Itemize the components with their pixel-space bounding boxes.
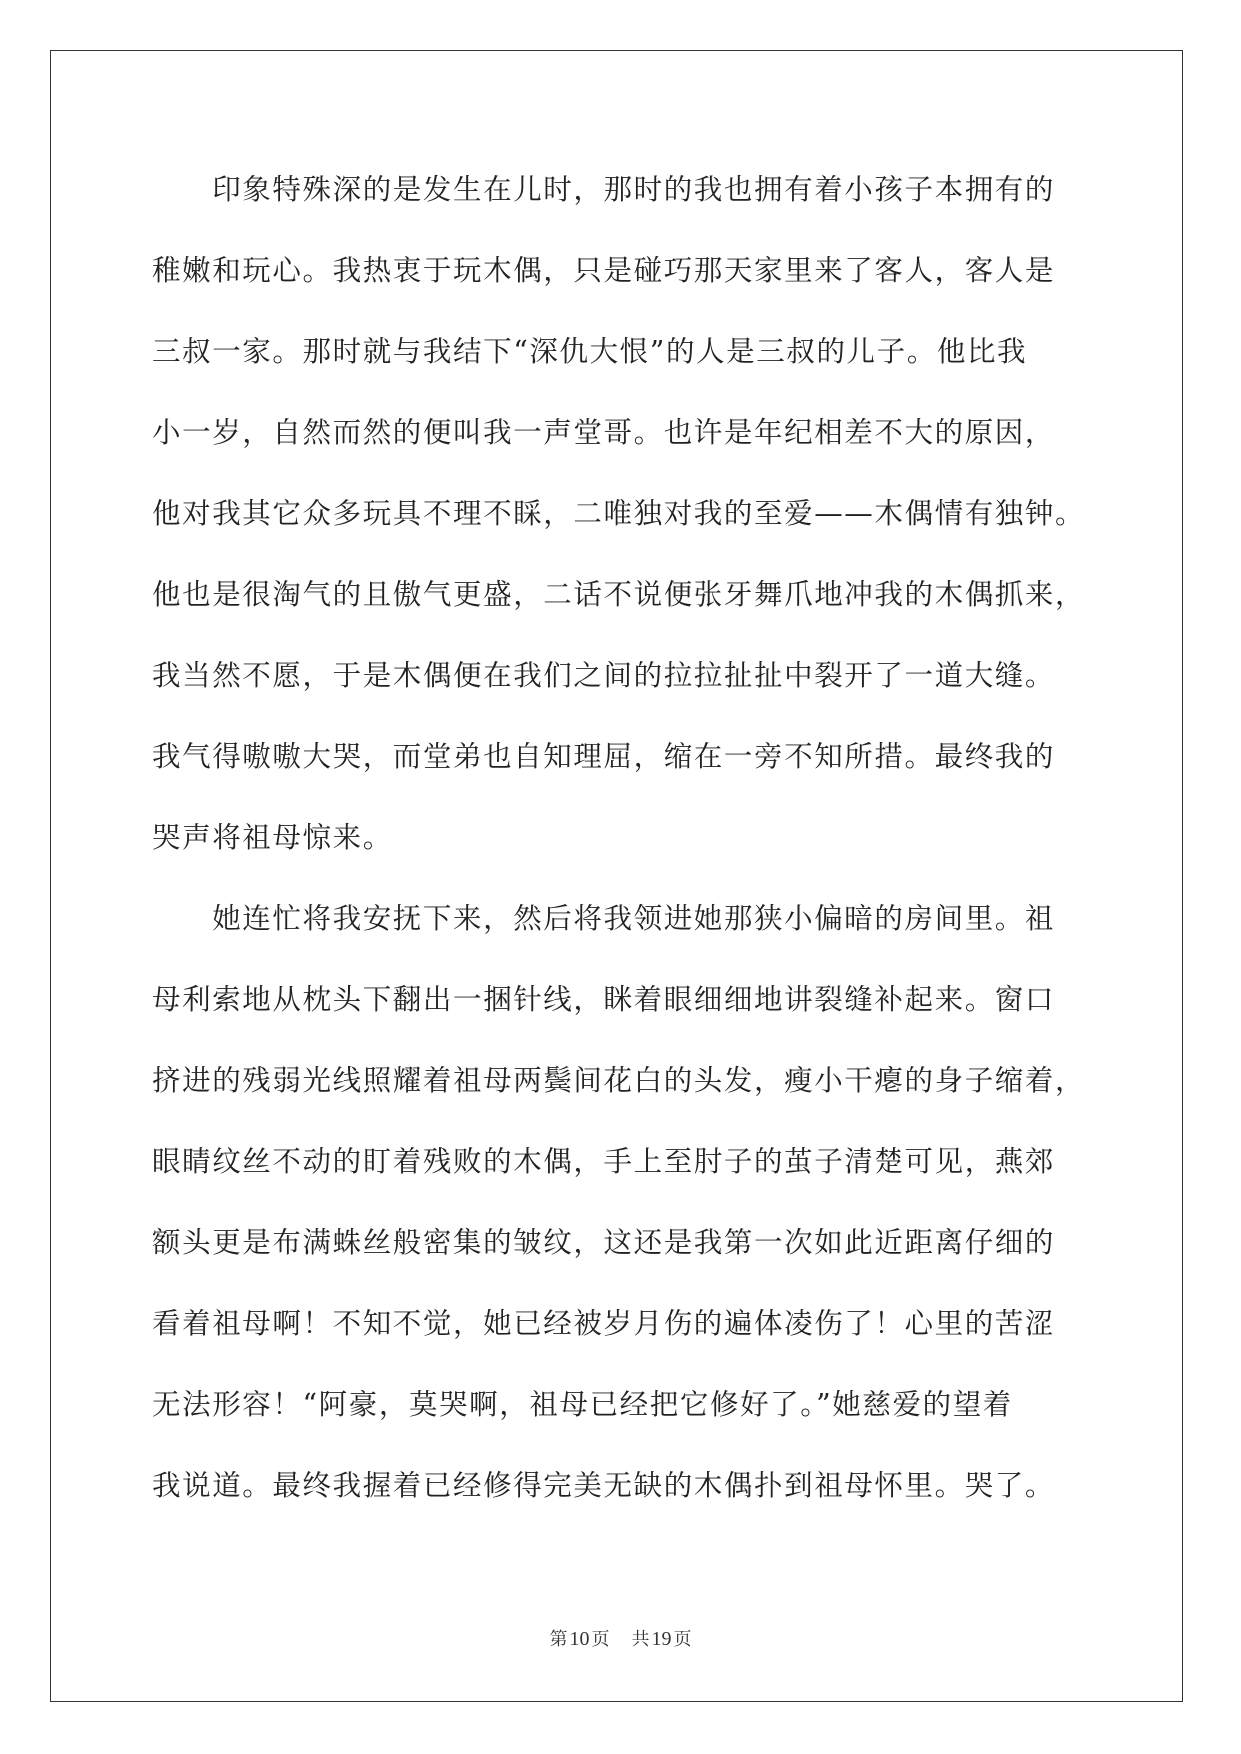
footer-total-prefix: 共 xyxy=(631,1629,650,1649)
text-line: 母利索地从枕头下翻出一捆针线，眯着眼细细地讲裂缝补起来。窗口 xyxy=(152,983,1056,1016)
text-line: 印象特殊深的是发生在儿时，那时的我也拥有着小孩子本拥有的 xyxy=(152,173,1056,206)
footer-total-unit: 页 xyxy=(673,1629,692,1649)
text-line: 眼睛纹丝不动的盯着残败的木偶，手上至肘子的茧子清楚可见，燕郊 xyxy=(152,1145,1056,1178)
text-line: 我说道。最终我握着已经修得完美无缺的木偶扑到祖母怀里。哭了。 xyxy=(152,1469,1056,1502)
total-pages-number: 19 xyxy=(651,1628,672,1650)
footer-page-unit: 页 xyxy=(591,1629,610,1649)
text-line: 额头更是布满蛛丝般密集的皱纹，这还是我第一次如此近距离仔细的 xyxy=(152,1226,1056,1259)
text-line: 小一岁，自然而然的便叫我一声堂哥。也许是年纪相差不大的原因， xyxy=(152,416,1056,449)
text-line: 稚嫩和玩心。我热衷于玩木偶，只是碰巧那天家里来了客人，客人是 xyxy=(152,254,1056,287)
footer-prefix: 第 xyxy=(549,1629,568,1649)
text-line: 哭声将祖母惊来。 xyxy=(152,821,393,854)
text-line: 挤进的残弱光线照耀着祖母两鬓间花白的头发，瘦小干瘪的身子缩着， xyxy=(152,1064,1086,1097)
text-line: 他也是很淘气的且傲气更盛，二话不说便张牙舞爪地冲我的木偶抓来， xyxy=(152,578,1086,611)
text-line: 我当然不愿，于是木偶便在我们之间的拉拉扯扯中裂开了一道大缝。 xyxy=(152,659,1056,692)
text-line: 他对我其它众多玩具不理不睬，二唯独对我的至爱——木偶情有独钟。 xyxy=(152,497,1086,530)
current-page-number: 10 xyxy=(569,1628,590,1650)
text-line: 三叔一家。那时就与我结下“深仇大恨”的人是三叔的儿子。他比我 xyxy=(152,335,1028,368)
text-line: 无法形容！“阿豪，莫哭啊，祖母已经把它修好了。”她慈爱的望着 xyxy=(152,1388,1013,1421)
text-line: 我气得嗷嗷大哭，而堂弟也自知理屈，缩在一旁不知所措。最终我的 xyxy=(152,740,1056,773)
page-footer xyxy=(0,1625,1241,1651)
document-body xyxy=(152,160,1092,1537)
text-line: 她连忙将我安抚下来，然后将我领进她那狭小偏暗的房间里。祖 xyxy=(152,902,1056,935)
text-line: 看着祖母啊！不知不觉，她已经被岁月伤的遍体凌伤了！心里的苦涩 xyxy=(152,1307,1056,1340)
